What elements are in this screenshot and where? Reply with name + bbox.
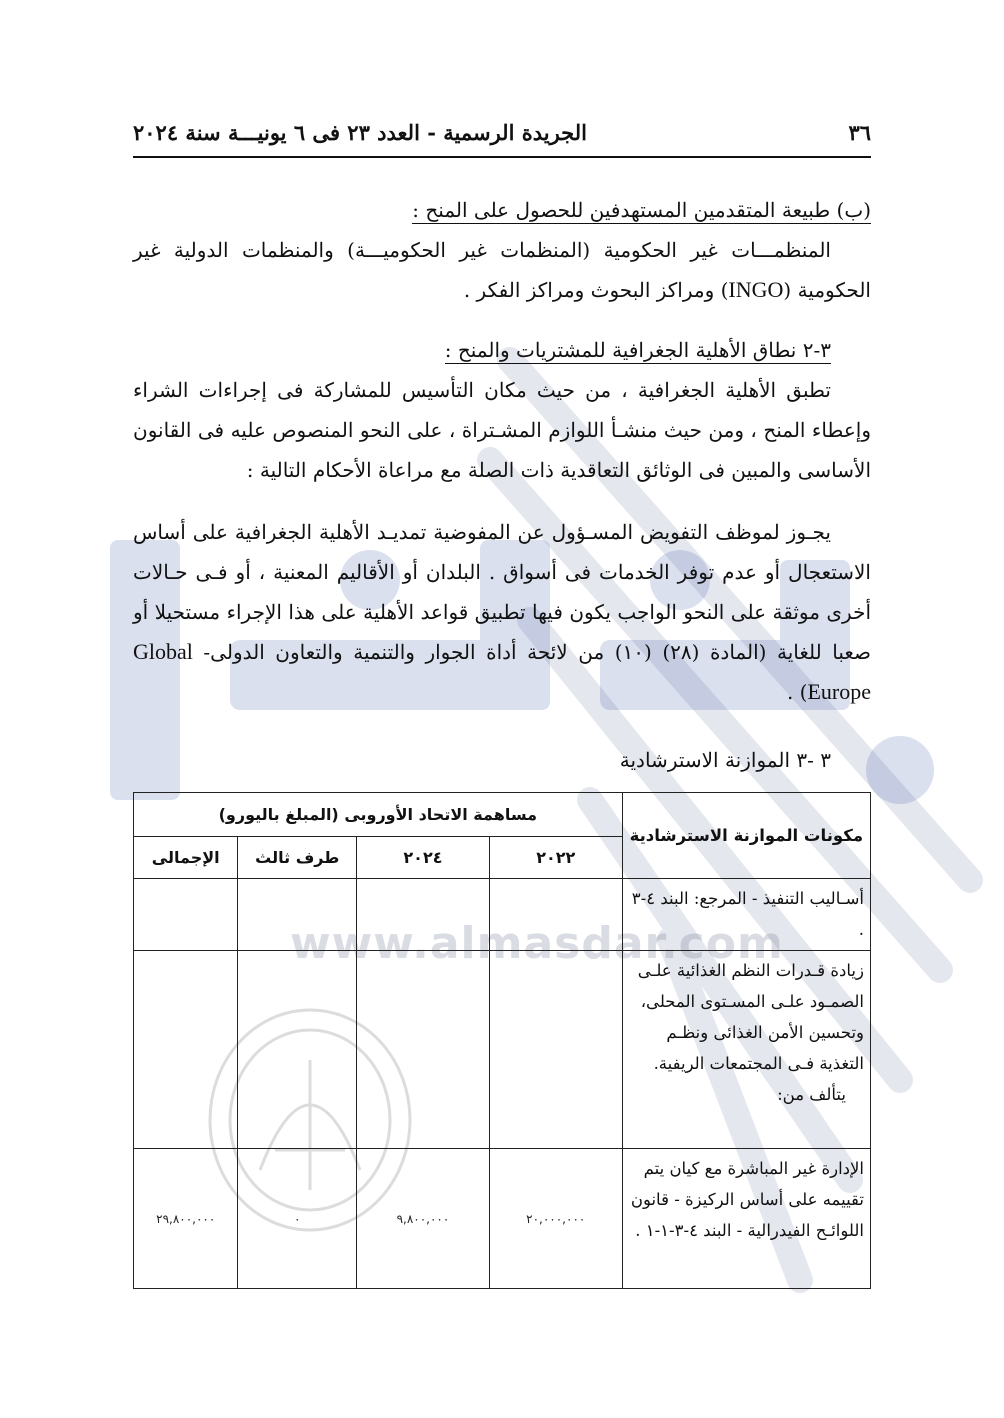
section-b-heading-text: (ب) طبيعة المتقدمين المستهدفين للحصول على المنح :	[412, 198, 871, 222]
row-2-component-text: زيادة قـدرات النظم الغذائية علـى الصمـود علـى المسـتوى المحلى، وتحسين الأمن الغذائى ونظـم التغذية فـى المجتمعات الريفية.	[637, 961, 864, 1073]
page-header	[133, 112, 871, 152]
row-3-total: ٢٩,٨٠٠,٠٠٠	[134, 1149, 238, 1289]
row-1-total	[134, 879, 238, 951]
section-b-paragraph	[133, 230, 871, 310]
table-row	[134, 1149, 871, 1289]
global-europe-label: Global Europe	[133, 639, 871, 704]
row-2-component	[622, 951, 870, 1149]
section-3-2-heading	[133, 330, 871, 370]
section-3-2-paragraph-1: تطبق الأهلية الجغرافية ، من حيث مكان التأسيس للمشاركة فى إجراءات الشراء وإعطاء المنح ، ومن حيث منشـأ اللوازم المشـتراة ، على النحو المنصوص عليه فى القانون الأساسى والمبين فى الوثائق التعاقدية ذات الصلة مع مراعاة الأحكام التالية :	[133, 378, 871, 482]
header-2024: ٢٠٢٤	[357, 837, 490, 879]
row-1-2022	[489, 879, 622, 951]
row-1-component: أسـاليب التنفيذ - المرجع: البند ٤-٣ .	[622, 879, 870, 951]
gazette-title: الجريدة الرسمية - العدد ٢٣ فى ٦ يونيـــة سنة ٢٠٢٤	[133, 119, 587, 145]
header-third-party: طرف ثالث	[238, 837, 357, 879]
section-3-2-paragraph-2-end: ) .	[786, 680, 808, 704]
table-header-row-1	[134, 793, 871, 837]
row-3-third-party: ٠	[238, 1149, 357, 1289]
ingo-abbreviation: INGO	[728, 277, 784, 302]
section-3-2-heading-text: ٣-٢ نطاق الأهلية الجغرافية للمشتريات والمنح :	[444, 338, 831, 362]
row-2-component-end: يتألف من:	[777, 1085, 846, 1104]
header-eu-contribution: مساهمة الاتحاد الأوروبى (المبلغ باليورو)	[134, 793, 623, 837]
header-2022: ٢٠٢٢	[489, 837, 622, 879]
header-divider	[133, 156, 871, 158]
section-b-paragraph-end: ) ومراكز البحوث ومراكز الفكر .	[463, 278, 729, 302]
header-total: الإجمالى	[134, 837, 238, 879]
section-b-paragraph-text: المنظمـــات غير الحكومية (المنظمات غير الحكوميـــة) والمنظمات الدولية غير الحكومية (	[133, 238, 871, 302]
section-3-2-paragraph-2	[133, 512, 871, 712]
indicative-budget-table	[133, 792, 871, 1289]
page-number: ٣٦	[848, 119, 871, 145]
table-row	[134, 951, 871, 1149]
section-b-heading	[133, 190, 871, 230]
row-3-2022: ٢٠,٠٠٠,٠٠٠	[489, 1149, 622, 1289]
row-2-2022	[489, 951, 622, 1149]
row-2-2024	[357, 951, 490, 1149]
row-1-2024	[357, 879, 490, 951]
header-components: مكونات الموازنة الاسترشادية	[622, 793, 870, 879]
watermark-url: www.almasdar.com	[290, 918, 784, 969]
section-3-3-heading: ٣ -٣ الموازنة الاسترشادية	[619, 748, 831, 772]
section-3-2-paragraph-2-text: يجـوز لموظف التفويض المسـؤول عن المفوضية تمديـد الأهلية الجغرافية على أساس الاستعجال أو عدم توفر الخدمات فى أسواق . البلدان أو الأقاليم المعنية ، أو فـى حـالات أخرى موثقة على النحو الواجب يكون فيها تطبيق قواعد الأهلية على هذا الإجراء مستحيلا أو صعبا للغاية (المادة (٢٨) (١٠) من لائحة أداة الجوار والتنمية والتعاون الدولى-	[133, 520, 872, 664]
row-1-third-party	[238, 879, 357, 951]
table-row	[134, 879, 871, 951]
row-2-third-party	[238, 951, 357, 1149]
row-3-component: الإدارة غير المباشرة مع كيان يتم تقييمه على أساس الركيزة - قانون اللوائـح الفيدرالية - البند ٤-٣-١-١ .	[622, 1149, 870, 1289]
row-3-2024: ٩,٨٠٠,٠٠٠	[357, 1149, 490, 1289]
row-2-total	[134, 951, 238, 1149]
